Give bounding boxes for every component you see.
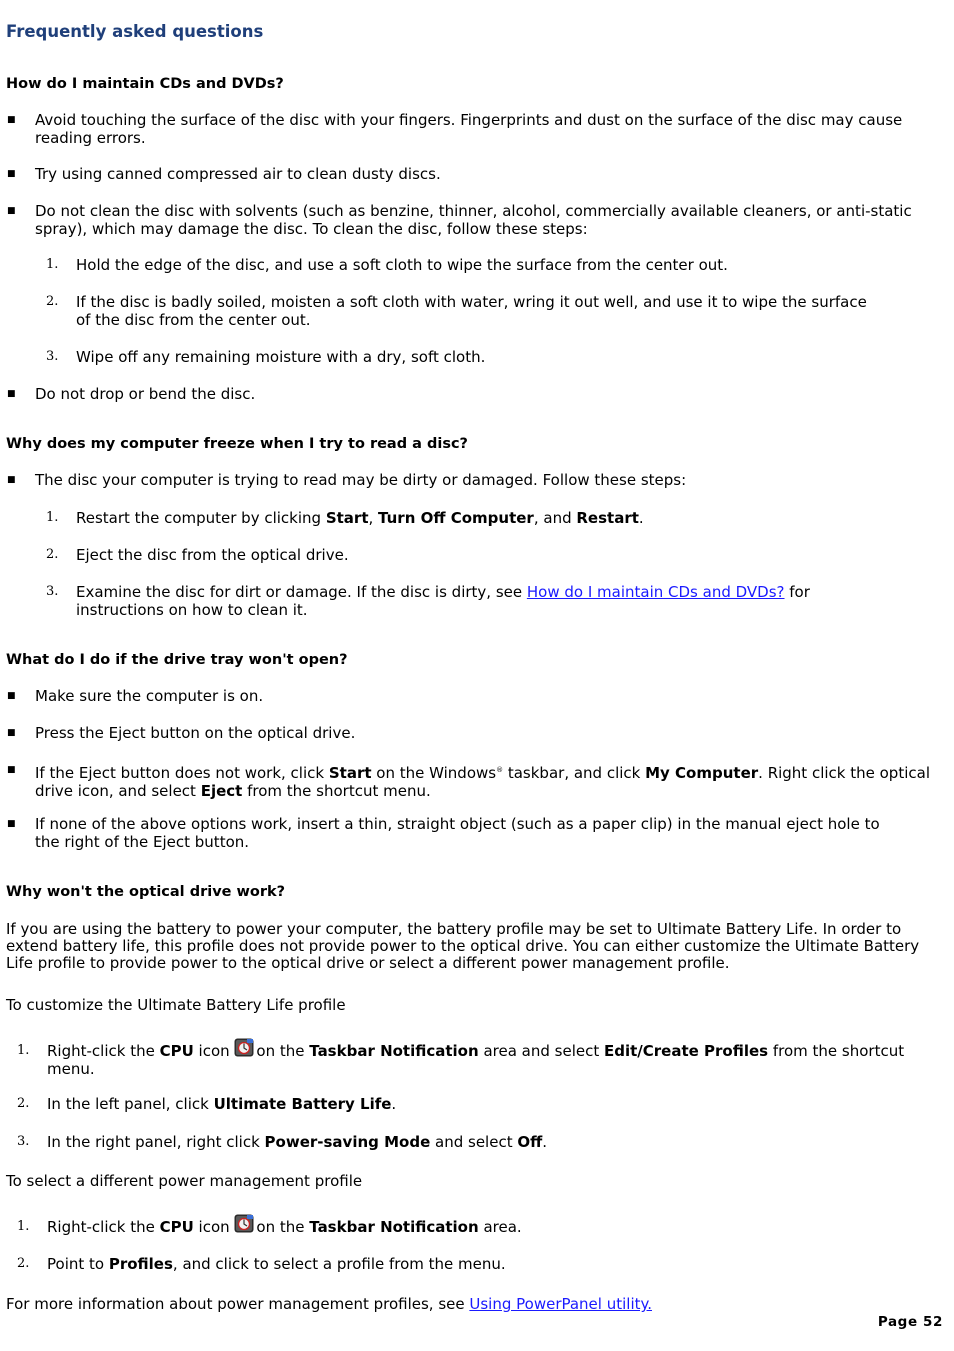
bullet-text: The disc your computer is trying to read may be dirty or damaged. Follow these steps: (35, 471, 687, 489)
step-number: 1. (17, 1219, 30, 1234)
bullet-text: Make sure the computer is on. (35, 687, 264, 705)
step-text: Examine the disc for dirt or damage. If the disc is dirty, see How do I maintain CDs and DVDs? for instructions on how to clean it. (76, 583, 810, 619)
list-item (0, 687, 954, 707)
step-number: 3. (46, 349, 59, 364)
more-info: For more information about power management profiles, see Using PowerPanel utility. (6, 1295, 652, 1313)
numbered-step (0, 1095, 954, 1115)
list-item (0, 724, 954, 744)
numbered-step (0, 256, 954, 276)
step-text: In the left panel, click Ultimate Battery Life. (47, 1095, 397, 1113)
bullet-text: Try using canned compressed air to clean dusty discs. (35, 165, 441, 183)
bullet-text: reading errors. (35, 129, 146, 147)
list-item (0, 111, 954, 151)
step-text: Hold the edge of the disc, and use a soft cloth to wipe the surface from the center out. (76, 256, 728, 274)
square-bullet-icon: ■ (7, 691, 16, 701)
bullet-text: spray), which may damage the disc. To clean the disc, follow these steps: (35, 220, 588, 238)
numbered-step (0, 293, 954, 333)
numbered-step (0, 1255, 954, 1275)
list-item (0, 815, 954, 855)
step-text: Wipe off any remaining moisture with a dry, soft cloth. (76, 348, 486, 366)
step-text: Right-click the CPU icon on the Taskbar Notification area. (47, 1214, 522, 1238)
square-bullet-icon: ■ (7, 765, 16, 775)
section-heading-freeze: Why does my computer freeze when I try to read a disc? (6, 436, 468, 452)
step-text: Point to Profiles, and click to select a profile from the menu. (47, 1255, 506, 1273)
section-heading-maintain-discs: How do I maintain CDs and DVDs? (6, 76, 284, 92)
list-item (0, 202, 954, 242)
step-text: of the disc from the center out. (76, 311, 311, 329)
square-bullet-icon: ■ (7, 728, 16, 738)
list-item (0, 471, 954, 491)
square-bullet-icon: ■ (7, 115, 16, 125)
numbered-step (0, 1214, 954, 1238)
bullet-text: Press the Eject button on the optical drive. (35, 724, 356, 742)
step-number: 1. (46, 510, 59, 525)
square-bullet-icon: ■ (7, 819, 16, 829)
step-text: In the right panel, right click Power-saving Mode and select Off. (47, 1133, 548, 1151)
step-text: If the disc is badly soiled, moisten a soft cloth with water, wring it out well, and use it to wipe the surface (76, 293, 867, 311)
paragraph: If you are using the battery to power your computer, the battery profile may be set to Ultimate Battery Life. In order to extend battery life, this profile does not provide power to the optical drive. You can either customize the Ultimate Battery Life profile to provide power to the optical drive or select a different power management profile. (6, 920, 920, 972)
bullet-text: If the Eject button does not work, click Start on the Windows® taskbar, and click My Computer. Right click the optical drive icon, and select Eject from the shortcut menu. (35, 764, 930, 800)
page-number: Page 52 (877, 1314, 943, 1330)
bullet-text: Do not clean the disc with solvents (such as benzine, thinner, alcohol, commercially available cleaners, or anti-static (35, 202, 912, 220)
step-number: 2. (46, 294, 59, 309)
list-item (0, 165, 954, 185)
square-bullet-icon: ■ (7, 206, 16, 216)
page-title: Frequently asked questions (6, 22, 264, 41)
section-heading-optical-drive: Why won't the optical drive work? (6, 884, 286, 900)
customize-intro: To customize the Ultimate Battery Life profile (6, 996, 346, 1014)
bullet-text: If none of the above options work, insert a thin, straight object (such as a paper clip) in the manual eject hole to (35, 815, 880, 833)
step-number: 3. (46, 584, 59, 599)
cpu-icon (234, 1214, 254, 1233)
step-number: 1. (17, 1043, 30, 1058)
select-profile-intro: To select a different power management profile (6, 1172, 363, 1190)
numbered-step (0, 1133, 954, 1153)
square-bullet-icon: ■ (7, 169, 16, 179)
step-number: 2. (17, 1096, 30, 1111)
step-number: 2. (17, 1256, 30, 1271)
numbered-step (0, 1038, 954, 1078)
numbered-step (0, 509, 954, 529)
numbered-step (0, 583, 954, 623)
numbered-step (0, 348, 954, 368)
section-heading-tray: What do I do if the drive tray won't open? (6, 652, 348, 668)
bullet-text: the right of the Eject button. (35, 833, 250, 851)
square-bullet-icon: ■ (7, 389, 16, 399)
list-item (0, 385, 954, 405)
step-number: 2. (46, 547, 59, 562)
powerpanel-link[interactable]: Using PowerPanel utility. (469, 1295, 652, 1313)
step-text: Eject the disc from the optical drive. (76, 546, 349, 564)
maintain-discs-link[interactable]: How do I maintain CDs and DVDs? (526, 583, 785, 601)
list-item (0, 761, 954, 801)
step-text: Restart the computer by clicking Start, Turn Off Computer, and Restart. (76, 509, 644, 527)
step-number: 3. (17, 1134, 30, 1149)
cpu-icon (234, 1038, 254, 1057)
bullet-text: Do not drop or bend the disc. (35, 385, 256, 403)
step-text: Right-click the CPU icon on the Taskbar Notification area and select Edit/Create Profiles from the shortcut menu. (47, 1038, 937, 1076)
numbered-step (0, 546, 954, 566)
bullet-text: Avoid touching the surface of the disc with your fingers. Fingerprints and dust on the surface of the disc may cause (35, 111, 903, 129)
square-bullet-icon: ■ (7, 475, 16, 485)
step-number: 1. (46, 257, 59, 272)
